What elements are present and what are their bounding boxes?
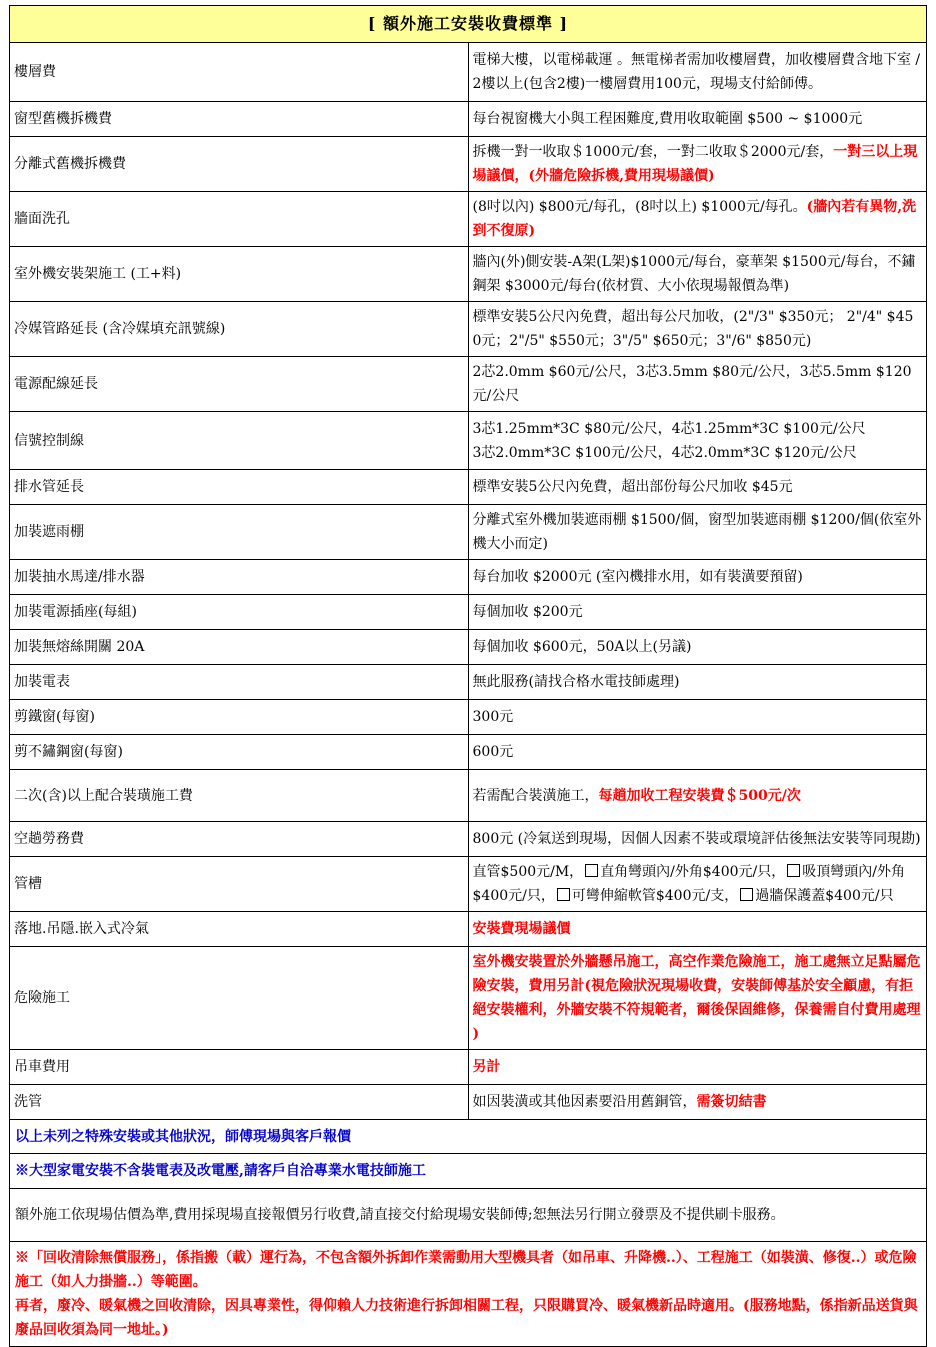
row-desc-red: 需簽切結書 xyxy=(696,1094,767,1110)
note-payment: 額外施工依現場估價為準,費用採現場直接報價另行收費,請直接交付給現場安裝師傅;恕無法另行開立發票及不提供刷卡服務。 xyxy=(10,1189,927,1242)
row-label: 加裝電表 xyxy=(10,665,469,700)
row-label: 窗型舊機拆機費 xyxy=(10,102,469,137)
note-appliance: ※大型家電安裝不含裝電表及改電壓,請客戶自洽專業水電技師施工 xyxy=(10,1154,927,1189)
table-row xyxy=(10,102,927,137)
part-ceiling-elbow: 吸頂彎頭內/外角$400元/只， xyxy=(472,864,905,904)
table-row xyxy=(10,302,927,357)
row-label: 空趟勞務費 xyxy=(10,822,469,857)
fee-sheet xyxy=(9,5,927,1347)
row-label: 樓層費 xyxy=(10,43,469,102)
row-label: 吊車費用 xyxy=(10,1050,469,1085)
row-desc-cell xyxy=(468,137,927,192)
row-label: 冷媒管路延長 (含冷媒填充訊號線) xyxy=(10,302,469,357)
table-row xyxy=(10,560,927,595)
row-desc: 如因裝潢或其他因素要沿用舊銅管， xyxy=(472,1094,697,1110)
table-row xyxy=(10,43,927,102)
row-desc: 300元 xyxy=(468,700,927,735)
checkbox-icon xyxy=(787,864,800,877)
row-desc-line: 3芯1.25mm*3C $80元/公尺，4芯1.25mm*3C $100元/公尺 xyxy=(472,420,866,437)
checkbox-icon xyxy=(740,888,753,901)
table-row xyxy=(10,947,927,1050)
table-row xyxy=(10,412,927,470)
part-straight: 直管$500元/M， xyxy=(472,864,584,880)
row-desc-red: (牆內若有異物,洗到不復原) xyxy=(472,199,917,239)
table-row xyxy=(10,357,927,412)
note-recycle-scope: 再者，廢冷、暖氣機之回收清除，因具專業性，得仰賴人力技術進行拆卸相關工程，只限購買冷、暖氣機新品時適用。(服務地點，係指新品送貨與廢品回收須為同一地址。) xyxy=(15,1298,918,1338)
row-desc-cell xyxy=(468,857,927,912)
row-desc: 牆內(外)側安裝-A架(L架)$1000元/每台，豪華架 $1500元/每台，不鏽鋼架 $3000元/每台(依材質、大小依現場報價為準) xyxy=(468,247,927,302)
row-label: 危險施工 xyxy=(10,947,469,1050)
row-label: 電源配線延長 xyxy=(10,357,469,412)
row-desc-cell xyxy=(468,770,927,822)
part-wall-cover: 過牆保護蓋$400元/只 xyxy=(755,888,894,904)
table-row xyxy=(10,505,927,560)
table-row xyxy=(10,735,927,770)
row-label: 分離式舊機拆機費 xyxy=(10,137,469,192)
checkbox-icon xyxy=(585,864,598,877)
table-row xyxy=(10,1050,927,1085)
row-desc: 600元 xyxy=(468,735,927,770)
table-title: [ 額外施工安裝收費標準 ] xyxy=(10,6,927,43)
row-desc: 每台加收 $2000元 (室內機排水用，如有裝潢要預留) xyxy=(468,560,927,595)
row-desc: 拆機一對一收取＄1000元/套，一對二收取＄2000元/套， xyxy=(472,144,834,160)
table-row xyxy=(10,192,927,247)
table-row xyxy=(10,595,927,630)
note-recycle-cell xyxy=(10,1242,927,1347)
row-label: 落地.吊隱.嵌入式冷氣 xyxy=(10,912,469,947)
row-desc-line: 3芯2.0mm*3C $100元/公尺，4芯2.0mm*3C $120元/公尺 xyxy=(472,444,857,461)
table-row xyxy=(10,770,927,822)
table-row xyxy=(10,912,927,947)
table-row xyxy=(10,470,927,505)
table-row xyxy=(10,630,927,665)
part-flex: 可彎伸縮軟管$400元/支， xyxy=(571,888,739,904)
title-row xyxy=(10,6,927,43)
table-row xyxy=(10,665,927,700)
checkbox-icon xyxy=(557,888,570,901)
row-desc: 電梯大樓，以電梯載運 。無電梯者需加收樓層費，加收樓層費含地下室 / 2樓以上(包含2樓)一樓層費用100元，現場支付給師傅。 xyxy=(468,43,927,102)
row-label: 排水管延長 xyxy=(10,470,469,505)
row-desc: 無此服務(請找合格水電技師處理) xyxy=(468,665,927,700)
row-label: 加裝無熔絲開關 20A xyxy=(10,630,469,665)
part-elbow: 直角彎頭內/外角$400元/只， xyxy=(600,864,786,880)
row-desc: 標準安裝5公尺內免費，超出每公尺加收，(2"/3" $350元； 2"/4" $450元；2"/5" $550元；3"/5" $650元；3"/6" $850元) xyxy=(468,302,927,357)
row-label: 剪鐵窗(每窗) xyxy=(10,700,469,735)
row-desc: 若需配合裝潢施工， xyxy=(472,787,599,804)
row-desc: 2芯2.0mm $60元/公尺，3芯3.5mm $80元/公尺，3芯5.5mm $120元/公尺 xyxy=(468,357,927,412)
row-desc-red: 安裝費現場議價 xyxy=(468,912,927,947)
note-row xyxy=(10,1189,927,1242)
row-desc-red: 室外機安裝置於外牆懸吊施工，高空作業危險施工，施工處無立足點屬危險安裝，費用另計(視危險狀況現場收費，安裝師傅基於安全顧慮，有拒絕安裝權利，外牆安裝不符規範者，爾後保固維修，保養需自付費用處理 ) xyxy=(468,947,927,1050)
row-desc: 800元 (冷氣送到現場，因個人因素不裝或環境評估後無法安裝等同現勘) xyxy=(468,822,927,857)
row-label: 加裝遮雨棚 xyxy=(10,505,469,560)
row-desc: 分離式室外機加裝遮雨棚 $1500/個，窗型加裝遮雨棚 $1200/個(依室外機大小而定) xyxy=(468,505,927,560)
row-label: 加裝抽水馬達/排水器 xyxy=(10,560,469,595)
table-row xyxy=(10,1085,927,1120)
row-desc-red: 另計 xyxy=(468,1050,927,1085)
table-row xyxy=(10,700,927,735)
note-row xyxy=(10,1120,927,1154)
table-row xyxy=(10,137,927,192)
row-label: 室外機安裝架施工 (工+料) xyxy=(10,247,469,302)
row-label: 管槽 xyxy=(10,857,469,912)
fee-table xyxy=(9,5,927,1347)
row-label: 信號控制線 xyxy=(10,412,469,470)
table-row xyxy=(10,247,927,302)
row-desc: 標準安裝5公尺內免費，超出部份每公尺加收 $45元 xyxy=(468,470,927,505)
table-row xyxy=(10,822,927,857)
row-desc-cell xyxy=(468,192,927,247)
row-label: 牆面洗孔 xyxy=(10,192,469,247)
row-desc-red: 一對三以上現場議價，(外牆危險拆機,費用現場議價) xyxy=(472,144,918,184)
row-desc: (8吋以內) $800元/每孔，(8吋以上) $1000元/每孔。 xyxy=(472,199,807,215)
row-desc-red: 每趟加收工程安裝費＄500元/次 xyxy=(598,787,801,804)
row-label: 剪不鏽鋼窗(每窗) xyxy=(10,735,469,770)
table-row xyxy=(10,857,927,912)
note-row xyxy=(10,1242,927,1347)
row-desc: 每個加收 $600元，50A以上(另議) xyxy=(468,630,927,665)
row-label: 加裝電源插座(每組) xyxy=(10,595,469,630)
row-desc-cell xyxy=(468,1085,927,1120)
row-desc: 每個加收 $200元 xyxy=(468,595,927,630)
row-label: 洗管 xyxy=(10,1085,469,1120)
note-recycle: ※「回收清除無償服務」，係指搬（載）運行為，不包含額外拆卸作業需動用大型機具者（如吊車、升降機..）、工程施工（如裝潢、修復..）或危險施工（如人力掛牆..）等範圍。 xyxy=(15,1250,917,1290)
row-label: 二次(含)以上配合裝璜施工費 xyxy=(10,770,469,822)
row-desc-cell xyxy=(468,412,927,470)
row-desc: 每台視窗機大小與工程困難度,費用收取範圍 $500 ~ $1000元 xyxy=(468,102,927,137)
note-row xyxy=(10,1154,927,1189)
note-special-quote: 以上未列之特殊安裝或其他狀況，師傅現場與客戶報價 xyxy=(10,1120,927,1154)
